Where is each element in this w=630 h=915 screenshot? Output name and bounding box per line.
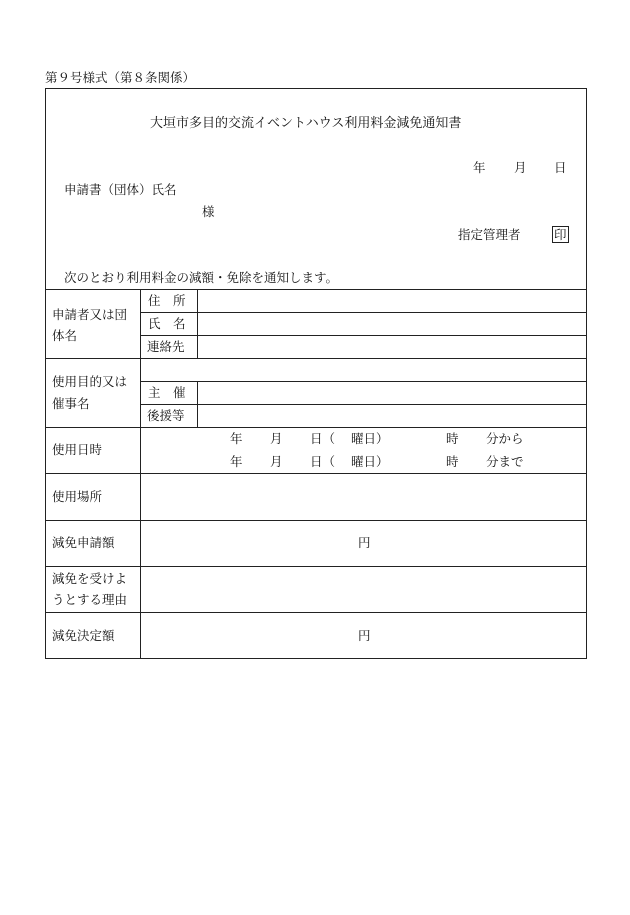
label-column-rule: [140, 289, 141, 659]
applicant-label-line1: 申請者又は団: [52, 307, 128, 322]
purpose-label-line2: 催事名: [52, 396, 90, 411]
contact-label: 連絡先: [147, 339, 185, 354]
form-number: 第９号様式（第８条関係）: [45, 70, 196, 85]
request-amount-unit: 円: [358, 535, 371, 550]
place-label: 使用場所: [52, 489, 103, 504]
name-label: 氏 名: [148, 316, 186, 331]
document-title: 大垣市多目的交流イベントハウス利用料金減免通知書: [150, 116, 462, 131]
rule-after-purpose: [45, 427, 587, 428]
manager-label: 指定管理者: [458, 227, 521, 242]
applicant-line: 申請書（団体）氏名: [64, 182, 177, 197]
rule-after-place: [45, 520, 587, 521]
address-label: 住 所: [148, 293, 186, 308]
rule-address-name: [140, 312, 587, 313]
rule-after-datetime: [45, 473, 587, 474]
sublabel-rule-purpose: [197, 381, 198, 427]
reason-label-line2: うとする理由: [52, 592, 128, 607]
decided-amount-unit: 円: [358, 628, 371, 643]
datetime-to-day: 日（: [310, 454, 336, 469]
date-month: 月: [514, 160, 527, 175]
purpose-label-line1: 使用目的又は: [52, 374, 128, 389]
decided-amount-label: 減免決定額: [52, 628, 115, 643]
rule-after-request: [45, 566, 587, 567]
datetime-from-year: 年: [230, 431, 243, 446]
datetime-to-month: 月: [270, 454, 283, 469]
request-amount-label: 減免申請額: [52, 535, 115, 550]
rule-purpose-sponsor: [140, 381, 587, 382]
datetime-to-year: 年: [230, 454, 243, 469]
honorific: 様: [202, 204, 215, 219]
rule-sponsor-support: [140, 404, 587, 405]
rule-name-contact: [140, 335, 587, 336]
support-label: 後援等: [147, 408, 185, 423]
datetime-from-minute: 分から: [486, 431, 524, 446]
date-day: 日: [554, 160, 567, 175]
datetime-to-weekday: 曜日）: [351, 454, 389, 469]
notice-text: 次のとおり利用料金の減額・免除を通知します。: [64, 270, 339, 285]
datetime-from-weekday: 曜日）: [351, 431, 389, 446]
rule-after-reason: [45, 612, 587, 613]
rule-after-applicant: [45, 358, 587, 359]
sublabel-rule-applicant: [197, 289, 198, 358]
datetime-from-hour: 時: [446, 431, 459, 446]
datetime-to-hour: 時: [446, 454, 459, 469]
table-top-rule: [45, 289, 587, 290]
applicant-label-line2: 体名: [52, 328, 78, 343]
datetime-from-day: 日（: [310, 431, 336, 446]
seal-mark: 印: [554, 227, 567, 242]
date-year: 年: [473, 160, 486, 175]
datetime-to-minute: 分まで: [486, 454, 524, 469]
reason-label-line1: 減免を受けよ: [52, 571, 128, 586]
datetime-from-month: 月: [270, 431, 283, 446]
sponsor-label: 主 催: [148, 385, 186, 400]
datetime-label: 使用日時: [52, 442, 103, 457]
